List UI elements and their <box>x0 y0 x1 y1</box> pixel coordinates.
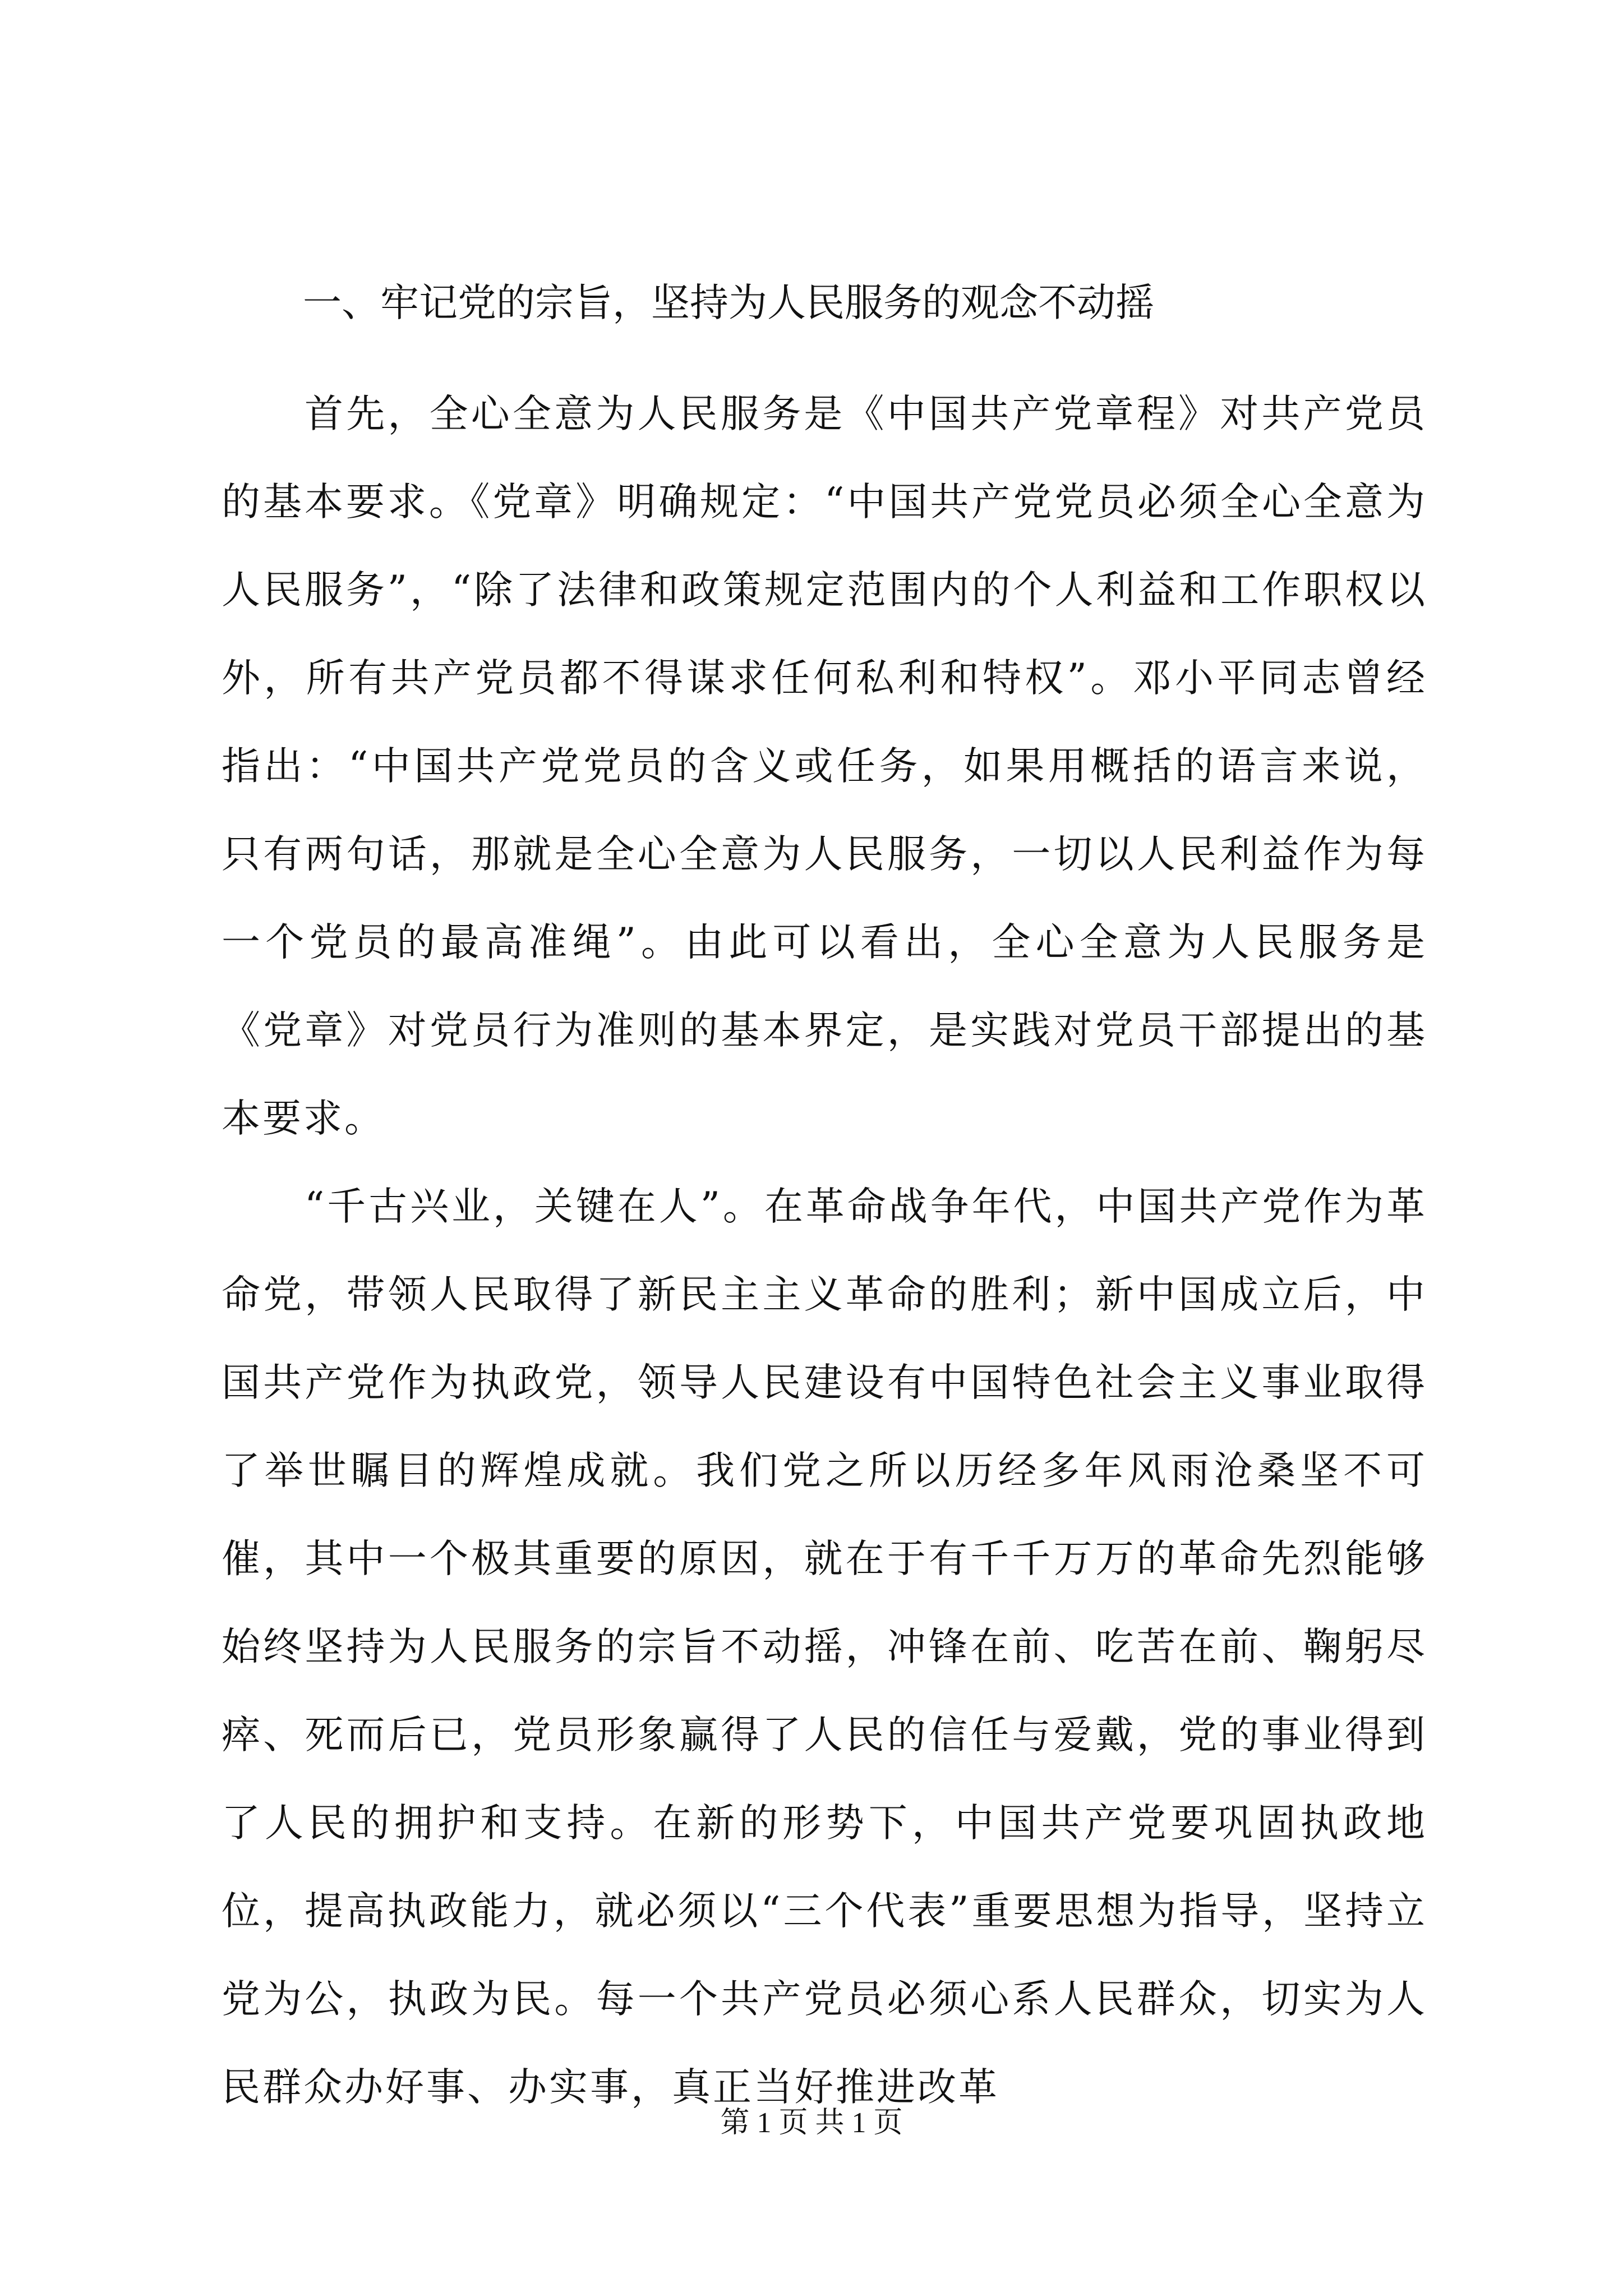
section-heading: 一、牢记党的宗旨，坚持为人民服务的观念不动摇 <box>303 280 1154 325</box>
page-number-footer: 第 1 页 共 1 页 <box>720 2107 903 2139</box>
paragraph-2: “千古兴业，关键在人”。在革命战争年代，中国共产党作为革命党，带领人民取得了新民主主义革命的胜利；新中国成立后，中国共产党作为执政党，领导人民建设有中国特色社会主义事业取得了举世瞩目的辉煌成就。我们党之所以历经多年风雨沧桑坚不可催，其中一个极其重要的原因，就在于有千千万万的革命先烈能够始终坚持为人民服务的宗旨不动摇，冲锋在前、吃苦在前、鞠躬尽瘁、死而后已，党员形象赢得了人民的信任与爱戴，党的事业得到了人民的拥护和支持。在新的形势下，中国共产党要巩固执政地位，提高执政能力，就必须以“三个代表”重要思想为指导，坚持立党为公，执政为民。每一个共产党员必须心系人民群众，切实为人民群众办好事、办实事，真正当好推进改革 <box>222 1184 1427 2110</box>
paragraph-1: 首先，全心全意为人民服务是《中国共产党章程》对共产党员的基本要求。《党章》明确规定：“中国共产党党员必须全心全意为人民服务”，“除了法律和政策规定范围内的个人利益和工作职权以外，所有共产党员都不得谋求任何私利和特权”。邓小平同志曾经指出：“中国共产党党员的含义或任务，如果用概括的语言来说，只有两句话，那就是全心全意为人民服务，一切以人民利益作为每一个党员的最高准绳”。由此可以看出，全心全意为人民服务是《党章》对党员行为准则的基本界定，是实践对党员干部提出的基本要求。 <box>222 392 1427 1141</box>
document-body <box>222 370 1427 2132</box>
